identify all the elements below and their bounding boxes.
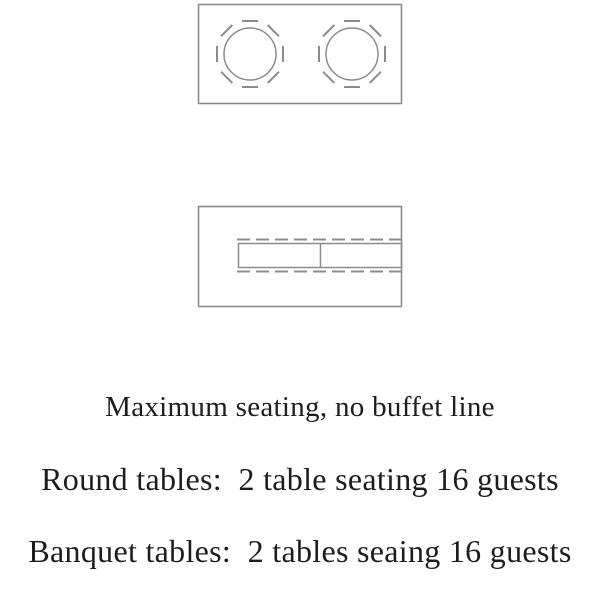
caption-banquet-tables: Banquet tables: 2 tables seaing 16 guests — [28, 533, 572, 569]
room-outline — [199, 5, 402, 104]
caption-round-tables: Round tables: 2 table seating 16 guests — [41, 461, 559, 497]
round-table-2 — [319, 21, 385, 87]
caption-max-seating: Maximum seating, no buffet line — [105, 391, 495, 423]
chair-marks — [217, 21, 283, 87]
round-table-1 — [217, 21, 283, 87]
chair-marks — [319, 21, 385, 87]
banquet-tables-room — [199, 207, 402, 307]
round-table-top — [326, 28, 378, 80]
round-table-top — [224, 28, 276, 80]
round-tables-room — [199, 5, 402, 104]
room-outline — [199, 207, 402, 307]
